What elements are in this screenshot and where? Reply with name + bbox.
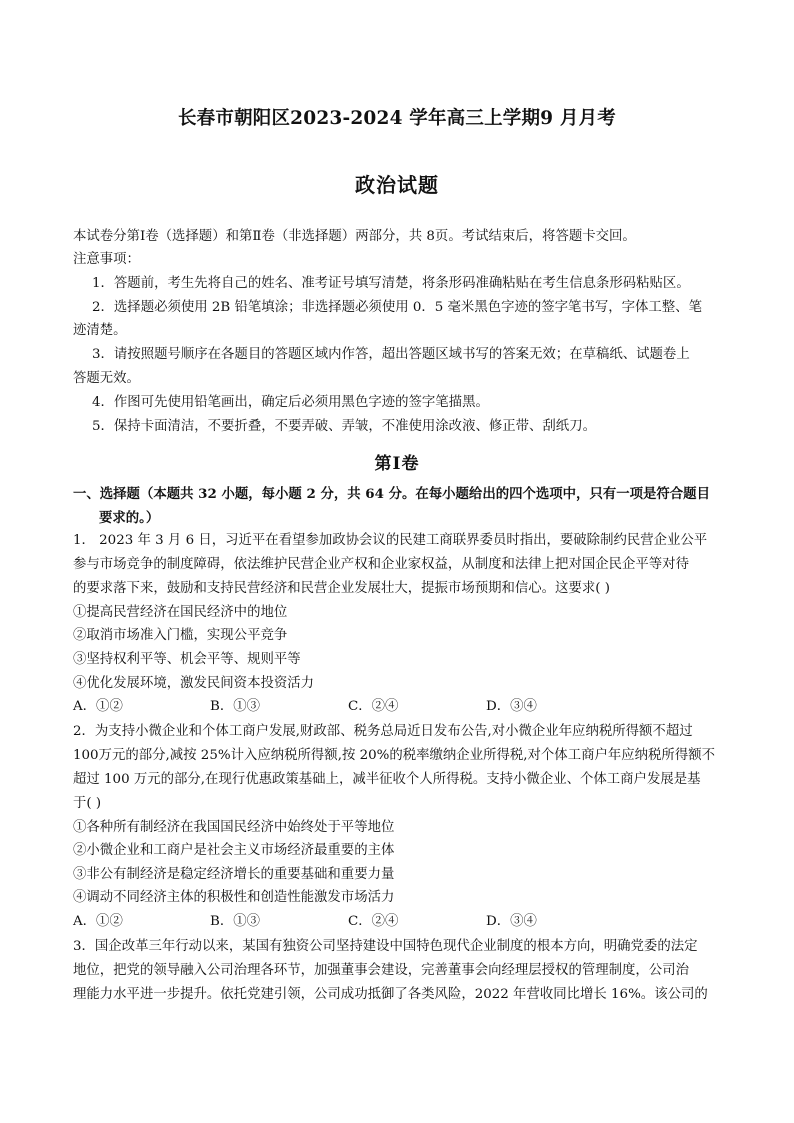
q2-option-a[interactable]: A．①② [73,914,123,929]
q3-stem-line: 3．国企改革三年行动以来，某国有独资公司坚持建设中国特色现代企业制度的根本方向，明确党委的法定 [73,939,698,954]
notice-label: 注意事项： [73,252,140,267]
q2-stem-line: 超过 100 万元的部分,在现行优惠政策基础上，减半征收个人所得税。支持小微企业、个体工商户发展是基 [73,772,701,787]
q1-item: ①提高民营经济在国民经济中的地位 [73,605,288,620]
notice-item: 1．答题前，考生先将自己的姓名、准考证号填写清楚，将条形码准确粘贴在考生信息条形码粘贴区。 [92,276,690,291]
q2-stem-line: 2．为支持小微企业和个体工商户发展,财政部、税务总局近日发布公告,对小微企业年应纳税所得额不超过 [73,724,693,739]
q1-stem-line: 的要求落下来，鼓励和支持民营经济和民营企业发展壮大，提振市场预期和信心。这要求( ) [73,581,610,596]
q3-stem-line: 理能力水平进一步提升。依托党建引领，公司成功抵御了各类风险，2022 年营收同比增长 16%。该公司的 [73,987,708,1002]
q3-stem-line: 地位，把党的领导融入公司治理各环节，加强董事会建设，完善董事会向经理层授权的管理制度，公司治 [73,963,689,978]
q2-stem-line: 100万元的部分,减按 25%计入应纳税所得额,按 20%的税率缴纳企业所得税,对个体工商户年应纳税所得额不 [73,748,715,763]
exam-title: 长春市朝阳区2023-2024 学年高三上学期9 月月考 [177,108,616,129]
q2-option-d[interactable]: D．③④ [486,914,537,929]
notice-item: 2．选择题必须使用 2B 铅笔填涂；非选择题必须使用 0．5 毫米黑色字迹的签字笔书写，字体工整、笔 [92,300,702,315]
exam-subtitle: 政治试题 [355,173,439,197]
notice-item: 5．保持卡面清洁，不要折叠，不要弄破、弄皱，不准使用涂改液、修正带、刮纸刀。 [92,419,596,434]
q1-item: ④优化发展环境，激发民间资本投资活力 [73,676,315,691]
q2-item: ③非公有制经济是稳定经济增长的重要基础和重要力量 [73,867,395,882]
q1-option-a[interactable]: A．①② [73,699,123,714]
q1-stem-line: 参与市场竞争的制度障碍，依法维护民营企业产权和企业家权益，从制度和法律上把对国企民企平等对待 [73,557,689,572]
q2-item: ①各种所有制经济在我国国民经济中始终处于平等地位 [73,820,395,835]
part-heading: 一、选择题（本题共 32 小题，每小题 2 分，共 64 分。在每小题给出的四个选项中，只有一项是符合题目 [73,486,710,502]
q2-stem-line: 于( ) [73,796,102,811]
q1-option-d[interactable]: D．③④ [486,699,537,714]
intro-line: 本试卷分第Ⅰ卷（选择题）和第Ⅱ卷（非选择题）两部分，共 8页。考试结束后，将答题卡交回。 [73,229,636,244]
q1-item: ③坚持权利平等、机会平等、规则平等 [73,652,301,667]
q1-option-b[interactable]: B．①③ [210,699,261,714]
section-title: 第Ⅰ卷 [374,454,420,474]
notice-item: 3．请按照题号顺序在各题目的答题区域内作答，超出答题区域书写的答案无效；在草稿纸、试题卷上 [92,347,690,362]
notice-item: 4．作图可先使用铅笔画出，确定后必须用黑色字迹的签字笔描黑。 [92,395,489,410]
notice-item-continued: 答题无效。 [73,371,140,386]
part-heading-continued: 要求的。） [99,510,160,526]
q1-item: ②取消市场准入门槛，实现公平竞争 [73,628,288,643]
q2-item: ②小微企业和工商户是社会主义市场经济最重要的主体 [73,843,395,858]
q1-stem-line: 1． 2023 年 3 月 6 日，习近平在看望参加政协会议的民建工商联界委员时指出，要破除制约民营企业公平 [73,533,708,548]
q2-option-c[interactable]: C．②④ [348,914,399,929]
q1-option-c[interactable]: C．②④ [348,699,399,714]
notice-item-continued: 迹清楚。 [73,323,127,338]
q2-item: ④调动不同经济主体的积极性和创造性能激发市场活力 [73,890,395,905]
q2-option-b[interactable]: B．①③ [210,914,261,929]
